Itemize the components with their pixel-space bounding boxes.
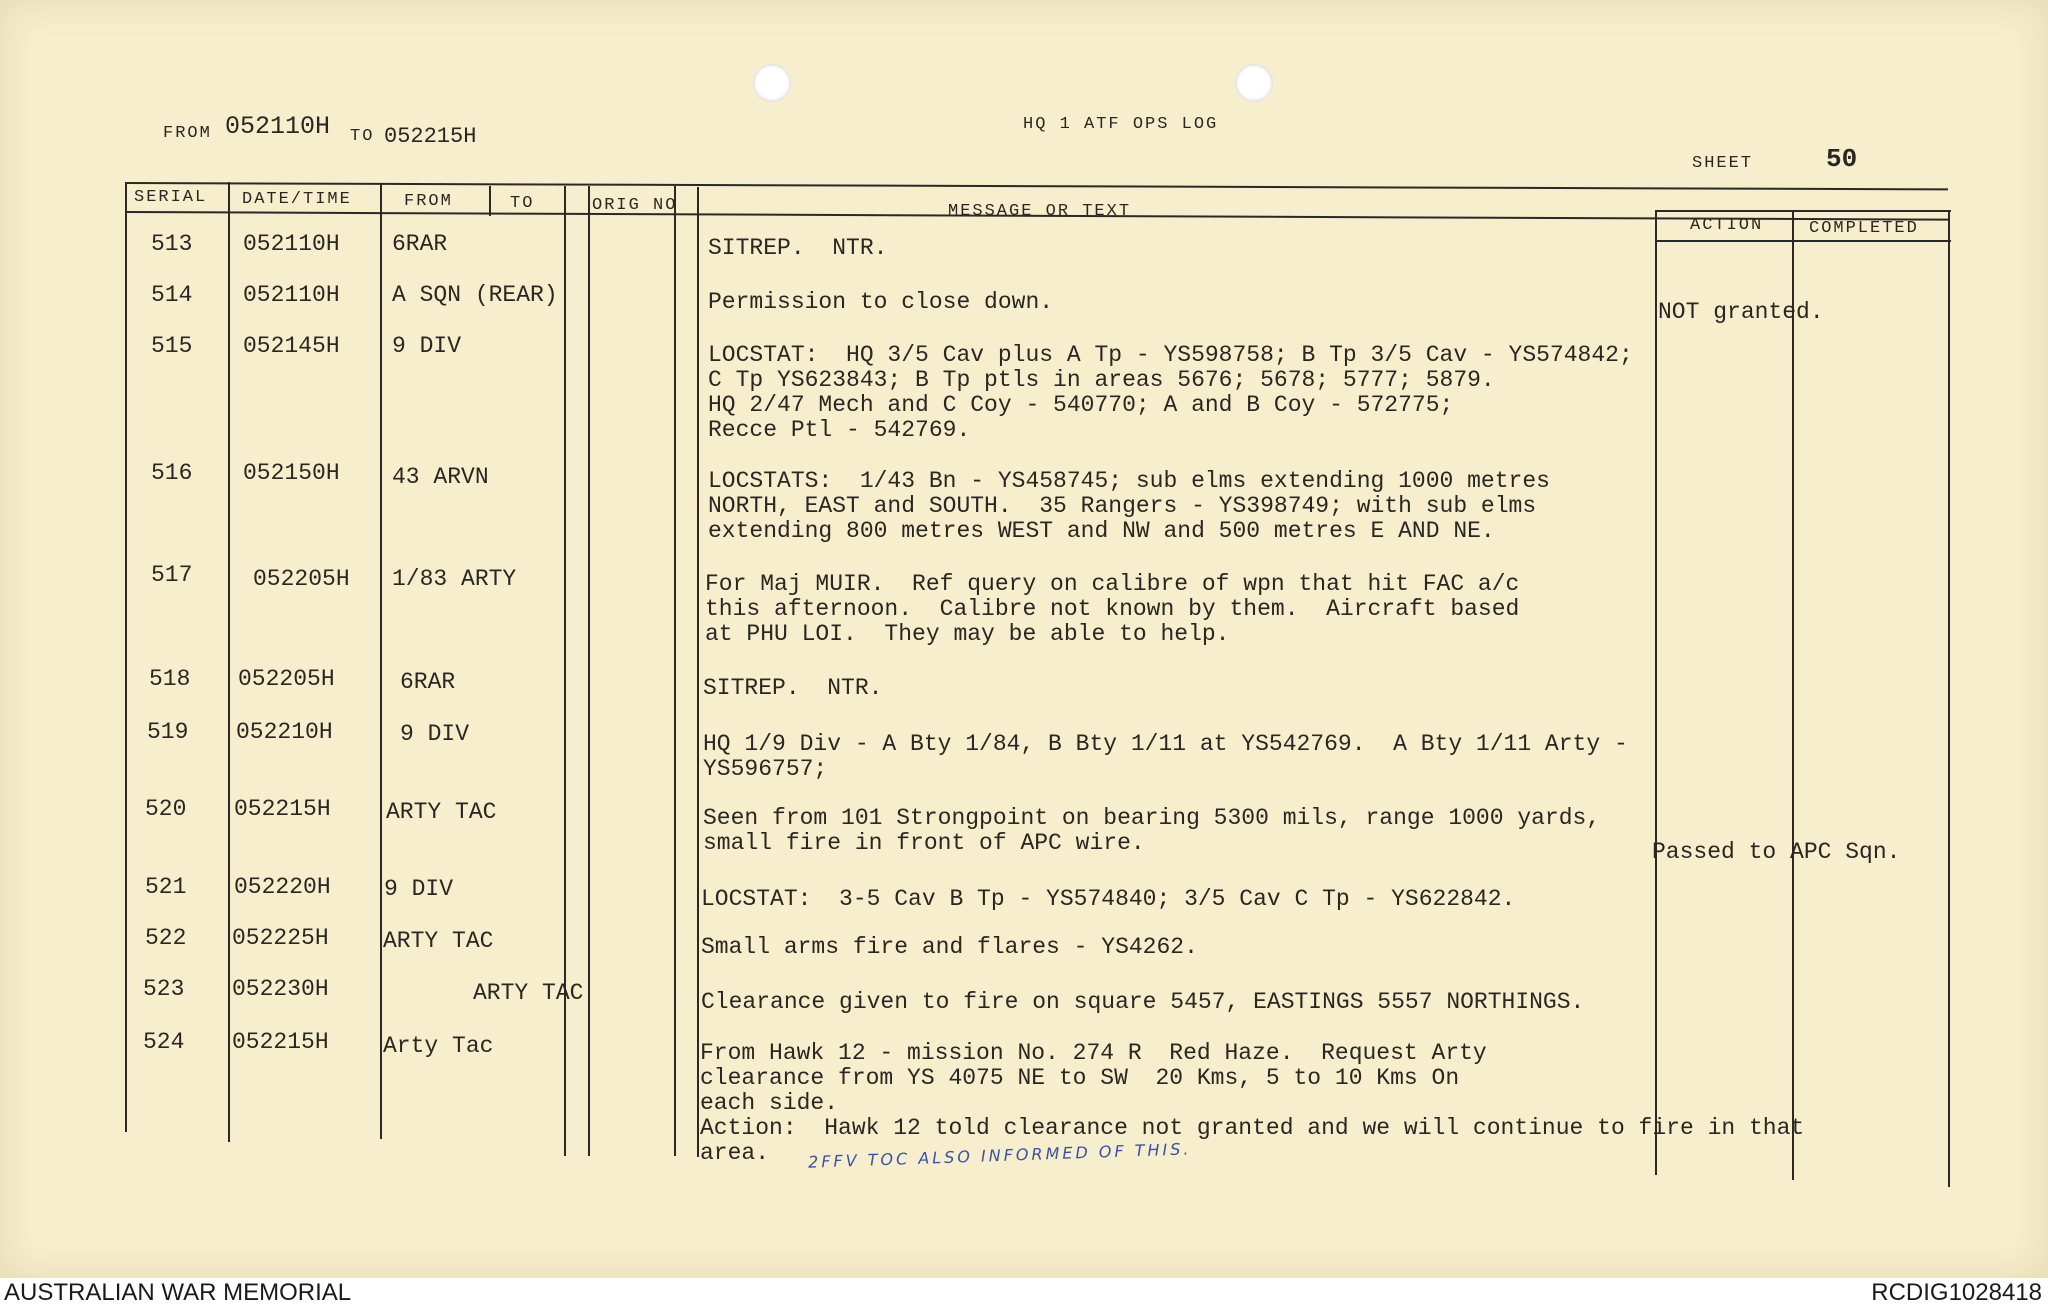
message-text: From Hawk 12 - mission No. 274 R Red Haze. Request Arty clearance from YS 4075 NE to SW 20 Kms, 5 to 10 Kms On each side. Action: Hawk 12 told clearance not granted and we will continue to fire in that area. [700,1040,1805,1166]
from-label: FROM [163,124,212,143]
from-unit: 9 DIV [384,876,454,902]
serial: 517 [151,562,193,588]
col-header-action: ACTION [1690,216,1764,235]
from-unit: 9 DIV [400,721,470,747]
datetime: 052205H [253,566,350,592]
to-value: 052215H [384,124,477,149]
col-rule [489,186,491,216]
message-text: HQ 1/9 Div - A Bty 1/84, B Bty 1/11 at YS542769. A Bty 1/11 Arty - YS596757; [703,731,1628,782]
datetime: 052215H [232,1029,329,1055]
datetime: 052145H [243,333,340,359]
action-text: Passed to APC Sqn. [1652,839,1901,865]
message-text: Clearance given to fire on square 5457, EASTINGS 5557 NORTHINGS. [701,989,1585,1015]
to-unit: ARTY TAC [473,980,584,1006]
col-rule [1948,212,1950,1187]
from-unit: ARTY TAC [386,799,497,825]
table-top-rule [125,182,1948,190]
datetime: 052150H [243,460,340,486]
message-text: SITREP. NTR. [708,235,888,261]
from-unit: 43 ARVN [392,464,489,490]
col-rule [380,184,382,1139]
datetime: 052230H [232,976,329,1002]
col-rule [1655,210,1657,1175]
serial: 514 [151,282,193,308]
col-rule [674,186,676,1156]
message-text: Seen from 101 Strongpoint on bearing 5300 mils, range 1000 yards, small fire in front of APC wire. [703,805,1601,856]
col-header-completed: COMPLETED [1809,219,1919,238]
serial: 519 [147,719,189,745]
log-title: HQ 1 ATF OPS LOG [1023,115,1219,134]
datetime: 052110H [243,231,340,257]
serial: 522 [145,925,187,951]
col-header-datetime: DATE/TIME [242,190,352,209]
message-text: Small arms fire and flares - YS4262. [701,934,1198,960]
from-unit: ARTY TAC [383,928,494,954]
sheet-label: SHEET [1692,154,1754,173]
col-header-orig-no: ORIG NO [592,196,678,215]
action-text: NOT granted. [1658,299,1824,325]
datetime: 052225H [232,925,329,951]
sheet-number: 50 [1826,144,1858,174]
datetime: 052210H [236,719,333,745]
message-text: Permission to close down. [708,289,1054,315]
col-header-message: MESSAGE OR TEXT [948,202,1132,221]
serial: 524 [143,1029,185,1055]
serial: 523 [143,976,185,1002]
serial: 518 [149,666,191,692]
col-header-serial: SERIAL [134,188,208,207]
from-unit: 9 DIV [392,333,462,359]
from-unit: 6RAR [400,669,456,695]
handwritten-note: 2FFV TOC ALSO INFORMED OF THIS. [807,1139,1192,1172]
to-label: TO [350,127,375,146]
serial: 516 [151,460,193,486]
datetime: 052215H [234,796,331,822]
col-header-from: FROM [404,192,453,211]
message-text: SITREP. NTR. [703,675,883,701]
message-text: LOCSTAT: 3-5 Cav B Tp - YS574840; 3/5 Cav C Tp - YS622842. [701,886,1516,912]
message-text: For Maj MUIR. Ref query on calibre of wpn that hit FAC a/c this afternoon. Calibre not known by them. Aircraft based at PHU LOI. They may be able to help. [705,571,1520,647]
from-unit: Arty Tac [383,1033,494,1059]
serial: 513 [151,231,193,257]
from-unit: A SQN (REAR) [392,282,558,308]
col-rule [564,186,566,1156]
col-rule [1792,210,1794,1180]
action-header-top-rule [1655,210,1951,212]
col-header-to: TO [510,194,535,213]
serial: 521 [145,874,187,900]
col-rule [697,187,699,1157]
col-rule [125,182,127,1132]
serial: 520 [145,796,187,822]
from-unit: 6RAR [392,231,448,257]
col-rule [228,182,230,1142]
col-rule [588,186,590,1156]
datetime: 052220H [234,874,331,900]
footer-left: AUSTRALIAN WAR MEMORIAL [4,1279,352,1306]
footer-right: RCDIG1028418 [1871,1279,2042,1306]
from-unit: 1/83 ARTY [392,566,517,592]
punch-hole-left [753,64,791,102]
message-text: LOCSTATS: 1/43 Bn - YS458745; sub elms extending 1000 metres NORTH, EAST and SOUTH. 35 Rangers - YS398749; with sub elms extending 800 metres WEST and NW and 500 metres E AND NE. [708,468,1550,544]
message-text: LOCSTAT: HQ 3/5 Cav plus A Tp - YS598758; B Tp 3/5 Cav - YS574842; C Tp YS623843; B Tp ptls in areas 5676; 5678; 5777; 5879. HQ 2/47 Mech and C Coy - 540770; A and B Coy - 572775; Recce Ptl - 542769. [708,342,1633,443]
datetime: 052205H [238,666,335,692]
datetime: 052110H [243,282,340,308]
from-value: 052110H [225,112,331,141]
punch-hole-right [1235,64,1273,102]
serial: 515 [151,333,193,359]
